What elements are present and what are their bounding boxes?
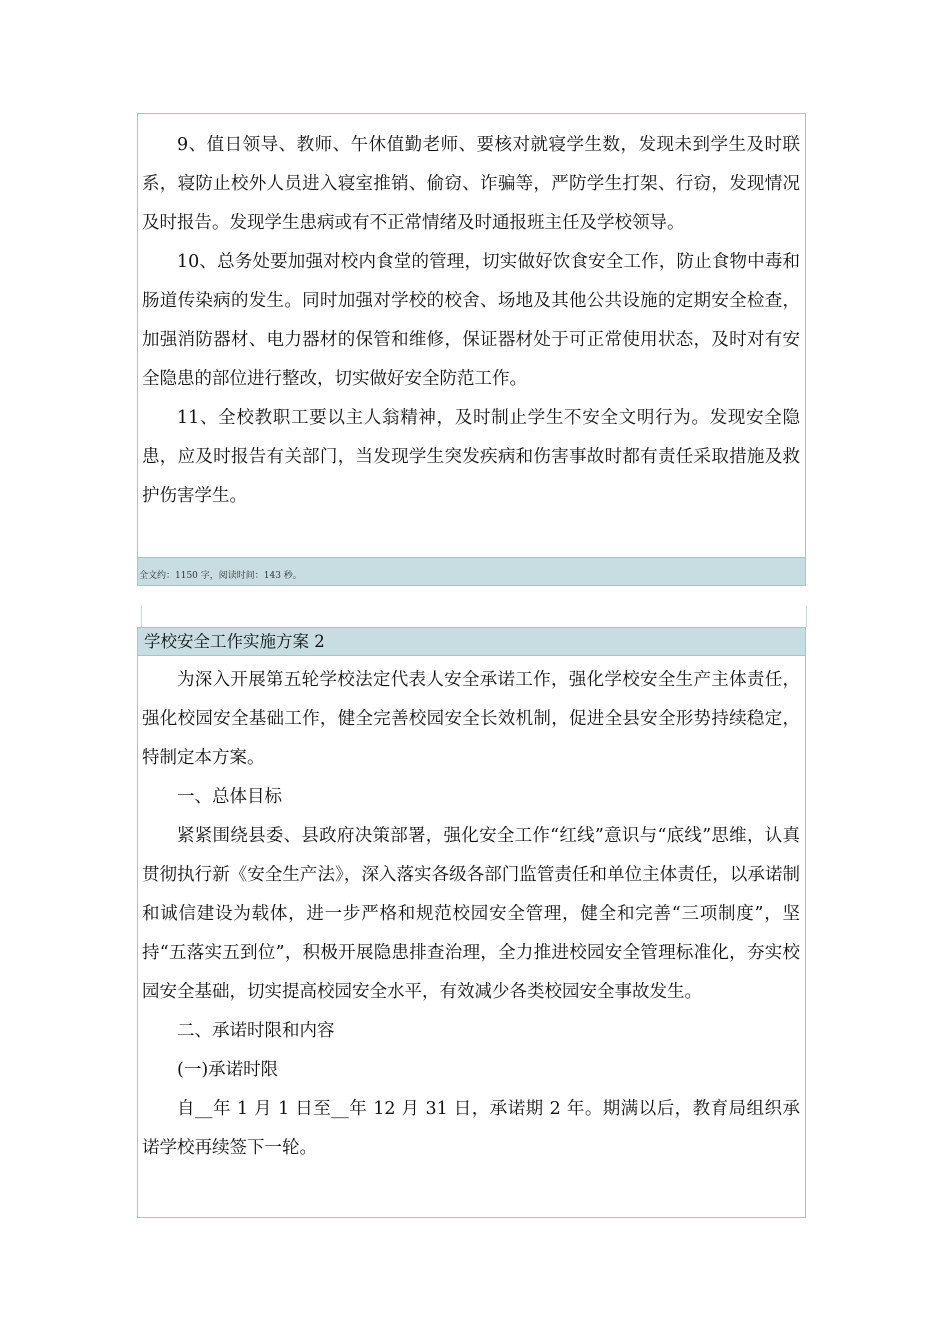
separator-mark-left bbox=[141, 605, 142, 627]
section-2-body bbox=[138, 661, 805, 1168]
subheading-commitment-period: (一)承诺时限 bbox=[177, 1060, 279, 1080]
paragraph: 10、总务处要加强对校内食堂的管理，切实做好饮食安全工作，防止食物中毒和肠道传染病的发生。同时加强对学校的校舍、场地及其他公共设施的定期安全检查，加强消防器材、电力器材的保管和维修，保证器材处于可正常使用状态，及时对有安全隐患的部位进行整改，切实做好安全防范工作。 bbox=[142, 252, 800, 389]
separator-mark-right bbox=[806, 605, 807, 627]
heading-overall-goal: 一、总体目标 bbox=[177, 787, 282, 807]
section-title: 学校安全工作实施方案 2 bbox=[138, 628, 805, 656]
paragraph: 9、值日领导、教师、午休值勤老师、要核对就寝学生数，发现未到学生及时联系，寝防止校外人员进入寝室推销、偷窃、诈骗等，严防学生打架、行窃，发现情况及时报告。发现学生患病或有不正常情绪及时通报班主任及学校领导。 bbox=[142, 135, 800, 233]
paragraph: 11、全校教职工要以主人翁精神，及时制止学生不安全文明行为。发现安全隐患，应及时报告有关部门，当发现学生突发疾病和伤害事故时都有责任采取措施及救护伤害学生。 bbox=[142, 408, 800, 506]
paragraph: 为深入开展第五轮学校法定代表人安全承诺工作，强化学校安全生产主体责任，强化校园安全基础工作，健全完善校园安全长效机制，促进全县安全形势持续稳定，特制定本方案。 bbox=[142, 670, 800, 768]
paragraph: 自__年 1 月 1 日至__年 12 月 31 日，承诺期 2 年。期满以后，教育局组织承诺学校再续签下一轮。 bbox=[142, 1099, 800, 1158]
document-section-1 bbox=[137, 113, 806, 586]
heading-commitment: 二、承诺时限和内容 bbox=[177, 1021, 335, 1041]
section-1-body bbox=[138, 126, 805, 516]
word-count-footer: 全文约：1150 字，阅读时间：143 秒。 bbox=[138, 557, 805, 585]
paragraph: 紧紧围绕县委、县政府决策部署，强化安全工作“红线”意识与“底线”思维，认真贯彻执行新《安全生产法》，深入落实各级各部门监管责任和单位主体责任，以承诺制和诚信建设为载体，进一步严格和规范校园安全管理，健全和完善“三项制度”，坚持“五落实五到位”，积极开展隐患排查治理，全力推进校园安全管理标准化，夯实校园安全基础，切实提高校园安全水平，有效减少各类校园安全事故发生。 bbox=[142, 826, 800, 1002]
document-section-2 bbox=[137, 627, 806, 1218]
